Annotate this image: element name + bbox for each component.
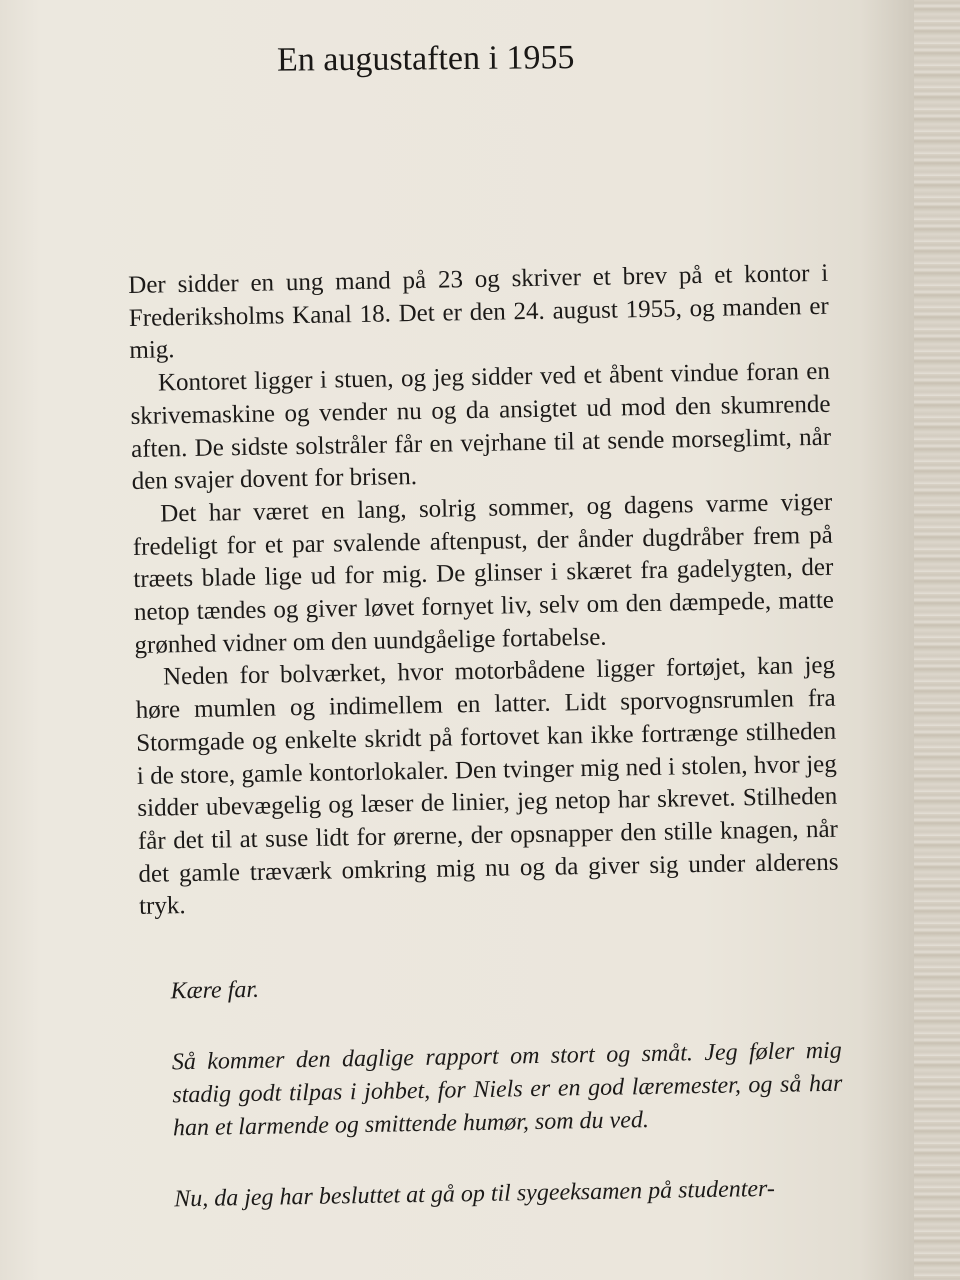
letter-paragraph-2: Nu, da jeg har besluttet at gå op til sygeeksamen på studenter- [174, 1175, 776, 1213]
body-text [128, 258, 844, 1217]
paragraph-2: Kontoret ligger i stuen, og jeg sidder ved et åbent vindue foran en skrivemaskine og vender nu og da ansigtet ud mod den skumrende aften. De sidste solstråler får en vejrhane til at sende morseglimt, når den svajer dovent for brisen. [130, 357, 832, 496]
letter-salutation: Kære far. [170, 976, 260, 1005]
letter-paragraph-1: Så kommer den daglige rapport om stort og småt. Jeg føler mig stadig godt tilpas i johbet, for Niels er en god læremester, og så har han et larmende og smittende humør, som du ved. [171, 1037, 843, 1142]
paragraph-3: Det har været en lang, solrig sommer, og dagens varme viger fredeligt for et par svalende aftenpust, der ånder dugdråber frem på træets blade lige ud for mig. De glinser i skæret fra gadelygten, der netop tændes og giver løvet fornyet liv, selv om den dæmpede, matte grønhed vidner om den uundgåelige fortabelse. [132, 488, 835, 659]
paragraph-4: Neden for bolværket, hvor motorbådene ligger fortøjet, kan jeg høre mumlen og indimellem en latter. Lidt sporvognsrumlen fra Stormgade og enkelte skridt på fortovet kan ikke fortrænge stilheden i de store, gamle kontorlokaler. Den tvinger mig ned i stolen, hvor jeg sidder ubevægelig og læser de linier, jeg netop har skrevet. Stilheden får det til at suse lidt for ørerne, der opsnapper den stille knagen, når det gamle træværk omkring mig nu og da giver sig under alderens tryk. [135, 652, 839, 921]
chapter-title: En augustaften i 1955 [276, 39, 575, 79]
paragraph-1: Der sidder en ung mand på 23 og skriver et brev på et kontor i Frederiksholms Kanal 18. Det er den 24. august 1955, og manden er mig. [128, 259, 829, 365]
wooden-table-edge [914, 0, 960, 1280]
